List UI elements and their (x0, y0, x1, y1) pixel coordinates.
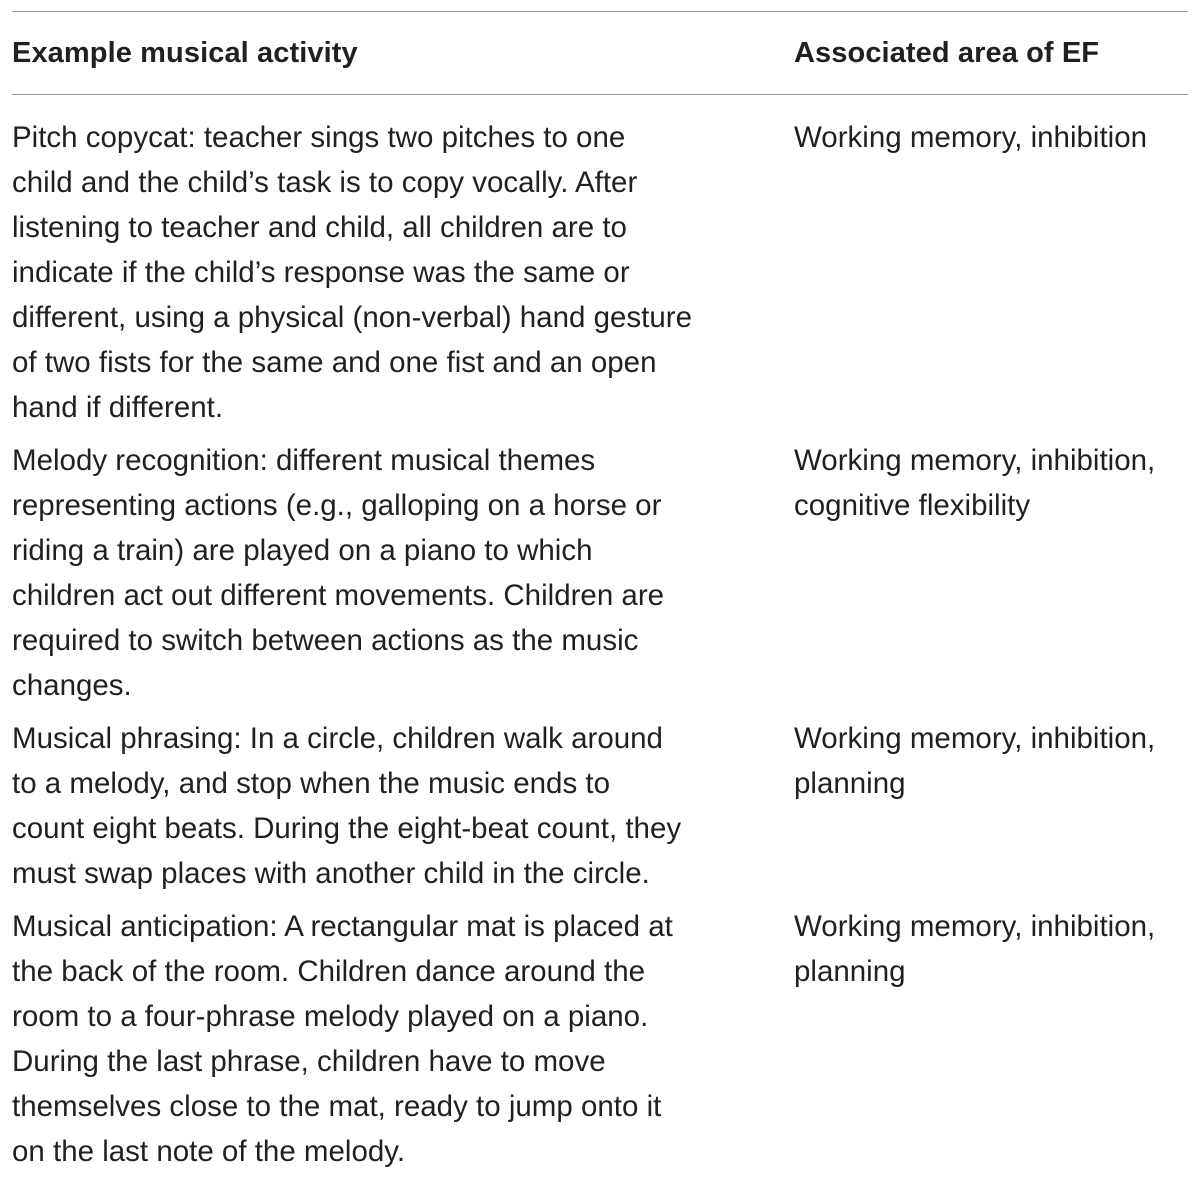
header-ef-area: Associated area of EF (794, 36, 1100, 69)
table-header-row (12, 12, 1188, 94)
ef-cell: Working memory, inhibition, planning (794, 722, 1156, 800)
table-body (12, 95, 1188, 1174)
ef-cell: Working memory, inhibition, planning (794, 910, 1156, 988)
table-row (12, 904, 1188, 1174)
ef-activities-table (12, 0, 1188, 1174)
ef-cell: Working memory, inhibition (794, 121, 1148, 154)
activity-cell: Melody recognition: different musical themes representing actions (e.g., galloping on a horse or riding a train) are played on a piano to which children act out different movements. Children are required to switch between actions as the music changes. (12, 444, 665, 702)
table-row (12, 716, 1188, 896)
activity-cell: Musical anticipation: A rectangular mat is placed at the back of the room. Children dance around the room to a four-phrase melody played on a piano. During the last phrase, children have to move themselves close to the mat, ready to jump onto it on the last note of the melody. (12, 910, 673, 1168)
table-row (12, 115, 1188, 430)
table-row (12, 438, 1188, 708)
activity-cell: Pitch copycat: teacher sings two pitches to one child and the child’s task is to copy vocally. After listening to teacher and child, all children are to indicate if the child’s response was the same or different, using a physical (non-verbal) hand gesture of two fists for the same and one fist and an open hand if different. (12, 121, 692, 424)
ef-cell: Working memory, inhibition, cognitive flexibility (794, 444, 1156, 522)
header-activity: Example musical activity (12, 36, 358, 69)
activity-cell: Musical phrasing: In a circle, children walk around to a melody, and stop when the music ends to count eight beats. During the eight-beat count, they must swap places with another child in the circle. (12, 722, 682, 890)
